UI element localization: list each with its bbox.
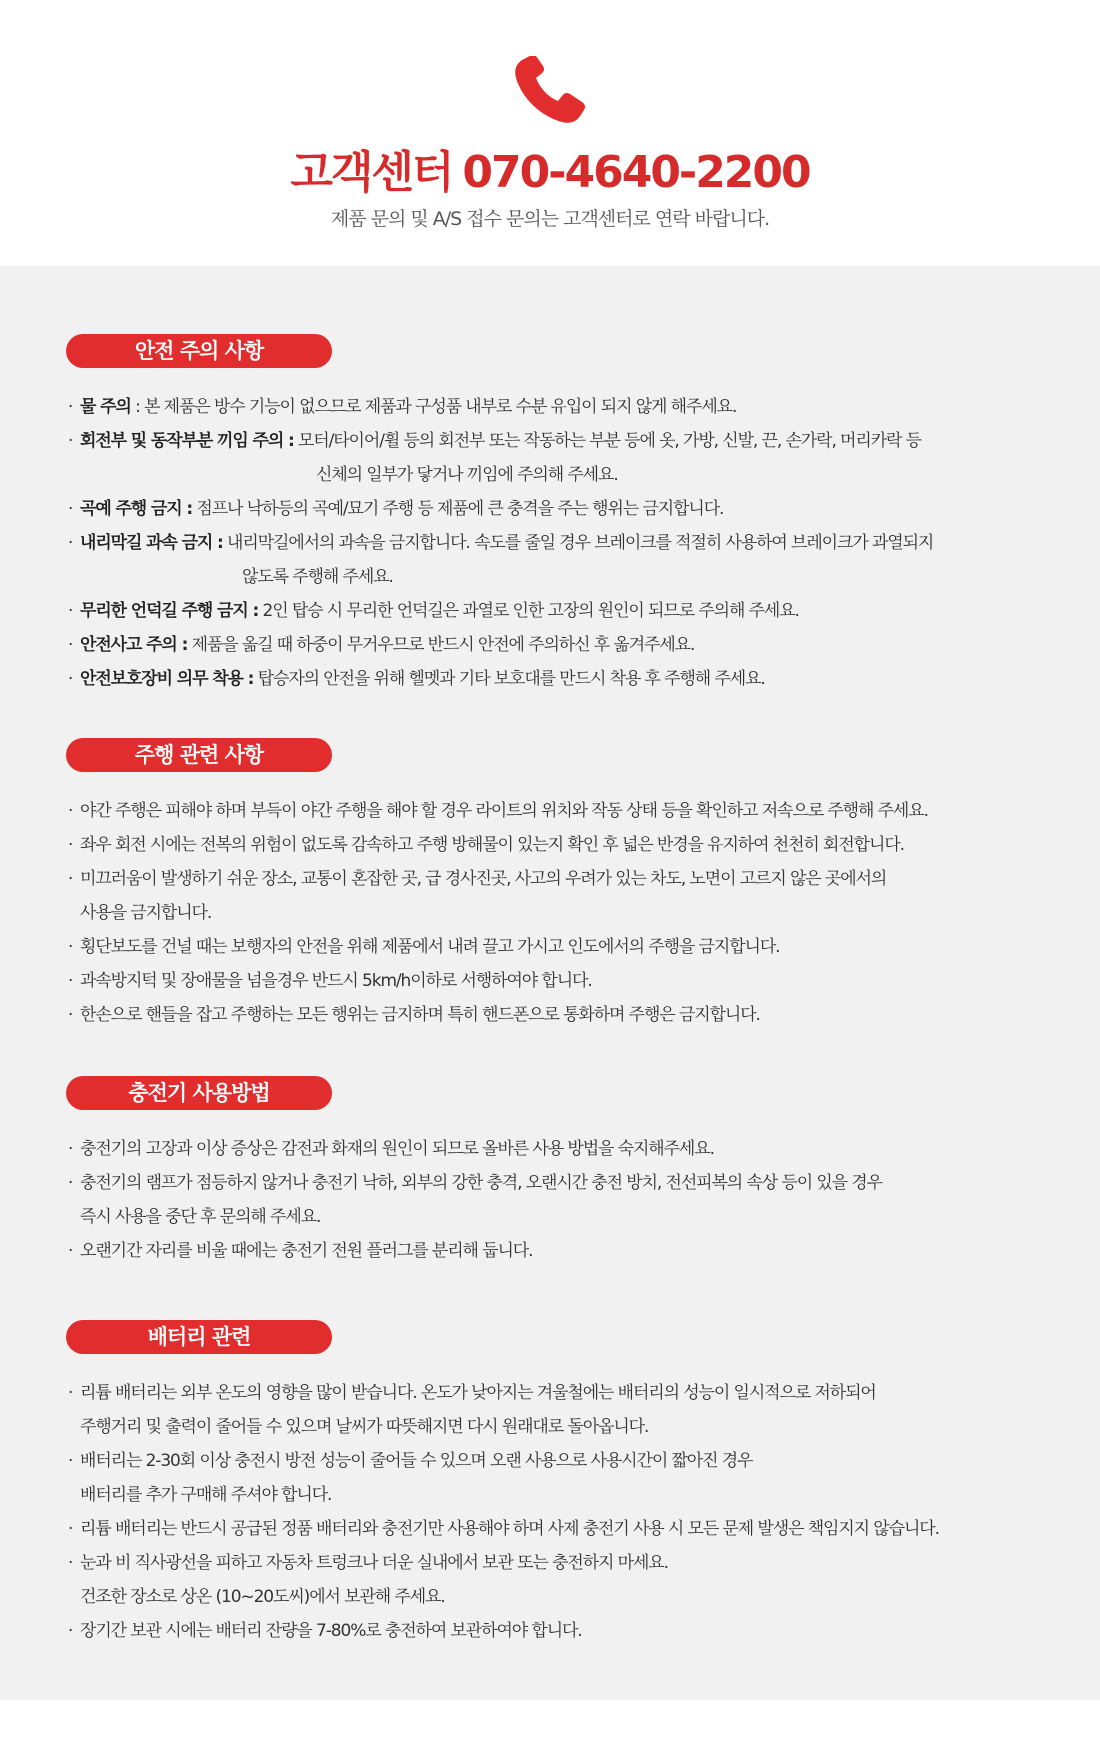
- list-item: [66, 662, 1076, 696]
- safety-list: [66, 390, 1076, 696]
- header-subtitle: 제품 문의 및 A/S 접수 문의는 고객센터로 연락 바랍니다.: [330, 208, 770, 230]
- driving-section: [66, 738, 1076, 1032]
- item-text-cont: 배터리를 추가 구매해 주셔야 합니다.: [80, 1485, 332, 1505]
- item-term: 곡예 주행 금지 :: [80, 499, 193, 519]
- item-term: 안전보호장비 의무 착용 :: [80, 669, 254, 689]
- list-item: [66, 930, 1076, 964]
- list-item: [66, 1376, 1076, 1444]
- footer-spacer: [0, 1700, 1100, 1764]
- safety-section: [66, 334, 1076, 696]
- item-text: 한손으로 핸들을 잡고 주행하는 모든 행위는 금지하며 특히 핸드폰으로 통화하며 주행은 금지합니다.: [80, 1005, 760, 1025]
- hotline: [0, 136, 1100, 200]
- list-item: · 물 주의 : 본 제품은 방수 기능이 없으므로 제품과 구성품 내부로 수분 유입이 되지 않게 해주세요.: [66, 390, 1076, 424]
- item-text: 탑승자의 안전을 위해 헬멧과 기타 보호대를 만드시 착용 후 주행해 주세요.: [257, 669, 765, 689]
- item-text: 눈과 비 직사광선을 피하고 자동차 트렁크나 더운 실내에서 보관 또는 충전하지 마세요.: [80, 1553, 668, 1573]
- list-item: [66, 424, 1076, 492]
- list-item: [66, 594, 1076, 628]
- charger-list: [66, 1132, 1076, 1268]
- item-text: 장기간 보관 시에는 배터리 잔량을 7-80%로 충전하여 보관하여야 합니다.: [80, 1621, 582, 1641]
- battery-section: [66, 1320, 1076, 1648]
- hotline-label: 고객센터: [290, 147, 453, 198]
- list-item: [66, 1166, 1076, 1234]
- charger-title: 충전기 사용방법: [66, 1076, 332, 1110]
- item-text: 미끄러움이 발생하기 쉬운 장소, 교통이 혼잡한 곳, 급 경사진곳, 사고의 우려가 있는 차도, 노면이 고르지 않은 곳에서의: [80, 869, 887, 889]
- hotline-number[interactable]: 070-4640-2200: [462, 147, 810, 198]
- list-item: [66, 1512, 1076, 1546]
- item-text: 모터/타이어/휠 등의 회전부 또는 작동하는 부분 등에 옷, 가방, 신발, 끈, 손가락, 머리카락 등: [297, 431, 921, 451]
- list-item: [66, 794, 1076, 828]
- list-item: [66, 492, 1076, 526]
- list-item: [66, 1234, 1076, 1268]
- item-term: 내리막길 과속 금지 :: [80, 533, 223, 553]
- list-item: [66, 1614, 1076, 1648]
- item-text-cont: 신체의 일부가 닿거나 끼임에 주의해 주세요.: [316, 465, 618, 485]
- item-text: 리튬 배터리는 반드시 공급된 정품 배터리와 충전기만 사용해야 하며 사제 충전기 사용 시 모든 문제 발생은 책임지지 않습니다.: [80, 1519, 939, 1539]
- item-text: 제품을 옮길 때 하중이 무거우므로 반드시 안전에 주의하신 후 옮겨주세요.: [191, 635, 695, 655]
- list-item: [66, 526, 1076, 594]
- list-item: [66, 1546, 1076, 1614]
- header: [0, 0, 1100, 266]
- list-item: [66, 1444, 1076, 1512]
- list-item: [66, 862, 1076, 930]
- driving-list: [66, 794, 1076, 1032]
- item-term: 회전부 및 동작부분 끼임 주의 :: [80, 431, 294, 451]
- item-text-cont: 주행거리 및 출력이 줄어들 수 있으며 날씨가 따뜻해지면 다시 원래대로 돌아옵니다.: [80, 1417, 649, 1437]
- item-text: 내리막길에서의 과속을 금지합니다. 속도를 줄일 경우 브레이크를 적절히 사용하여 브레이크가 과열되지: [227, 533, 934, 553]
- item-text-cont: 않도록 주행해 주세요.: [242, 567, 393, 587]
- item-term: 안전사고 주의 :: [80, 635, 188, 655]
- item-text: 충전기의 고장과 이상 증상은 감전과 화재의 원인이 되므로 올바른 사용 방법을 숙지해주세요.: [80, 1139, 714, 1159]
- list-item: [66, 964, 1076, 998]
- item-text: 2인 탑승 시 무리한 언덕길은 과열로 인한 고장의 원인이 되므로 주의해 주세요.: [262, 601, 799, 621]
- list-item: [66, 998, 1076, 1032]
- battery-title: 배터리 관련: [66, 1320, 332, 1354]
- list-item: [66, 1132, 1076, 1166]
- item-text-cont: 건조한 장소로 상온 (10~20도씨)에서 보관해 주세요.: [80, 1587, 445, 1607]
- item-text: 점프나 낙하등의 곡예/묘기 주행 등 제품에 큰 충격을 주는 행위는 금지합니다.: [196, 499, 724, 519]
- phone-icon: [512, 56, 588, 126]
- battery-list: [66, 1376, 1076, 1648]
- item-text: 횡단보도를 건널 때는 보행자의 안전을 위해 제품에서 내려 끌고 가시고 인도에서의 주행을 금지합니다.: [80, 937, 780, 957]
- item-text: 배터리는 2-30회 이상 충전시 방전 성능이 줄어들 수 있으며 오랜 사용으로 사용시간이 짧아진 경우: [80, 1451, 753, 1471]
- item-text: 본 제품은 방수 기능이 없으므로 제품과 구성품 내부로 수분 유입이 되지 않게 해주세요.: [144, 397, 737, 417]
- list-item: [66, 628, 1076, 662]
- charger-section: [66, 1076, 1076, 1268]
- item-text: 야간 주행은 피해야 하며 부득이 야간 주행을 해야 할 경우 라이트의 위치와 작동 상태 등을 확인하고 저속으로 주행해 주세요.: [80, 801, 928, 821]
- item-text-cont: 사용을 금지합니다.: [80, 903, 212, 923]
- item-text-cont: 즉시 사용을 중단 후 문의해 주세요.: [80, 1207, 321, 1227]
- item-text: 충전기의 램프가 점등하지 않거나 충전기 낙하, 외부의 강한 충격, 오랜시간 충전 방치, 전선피복의 속상 등이 있을 경우: [80, 1173, 882, 1193]
- driving-title: 주행 관련 사항: [66, 738, 332, 772]
- item-text: 오랜기간 자리를 비울 때에는 충전기 전원 플러그를 분리해 둡니다.: [80, 1241, 533, 1261]
- item-term: 무리한 언덕길 주행 금지 :: [80, 601, 259, 621]
- list-item: [66, 828, 1076, 862]
- item-text: 좌우 회전 시에는 전복의 위험이 없도록 감속하고 주행 방해물이 있는지 확인 후 넓은 반경을 유지하여 천천히 회전합니다.: [80, 835, 904, 855]
- item-term: 물 주의: [80, 397, 131, 417]
- content-area: [0, 266, 1100, 1700]
- item-text: 리튬 배터리는 외부 온도의 영향을 많이 받습니다. 온도가 낮아지는 겨울철에는 배터리의 성능이 일시적으로 저하되어: [80, 1383, 876, 1403]
- safety-title: 안전 주의 사항: [66, 334, 332, 368]
- item-text: 과속방지턱 및 장애물을 넘을경우 반드시 5km/h이하로 서행하여야 합니다.: [80, 971, 592, 991]
